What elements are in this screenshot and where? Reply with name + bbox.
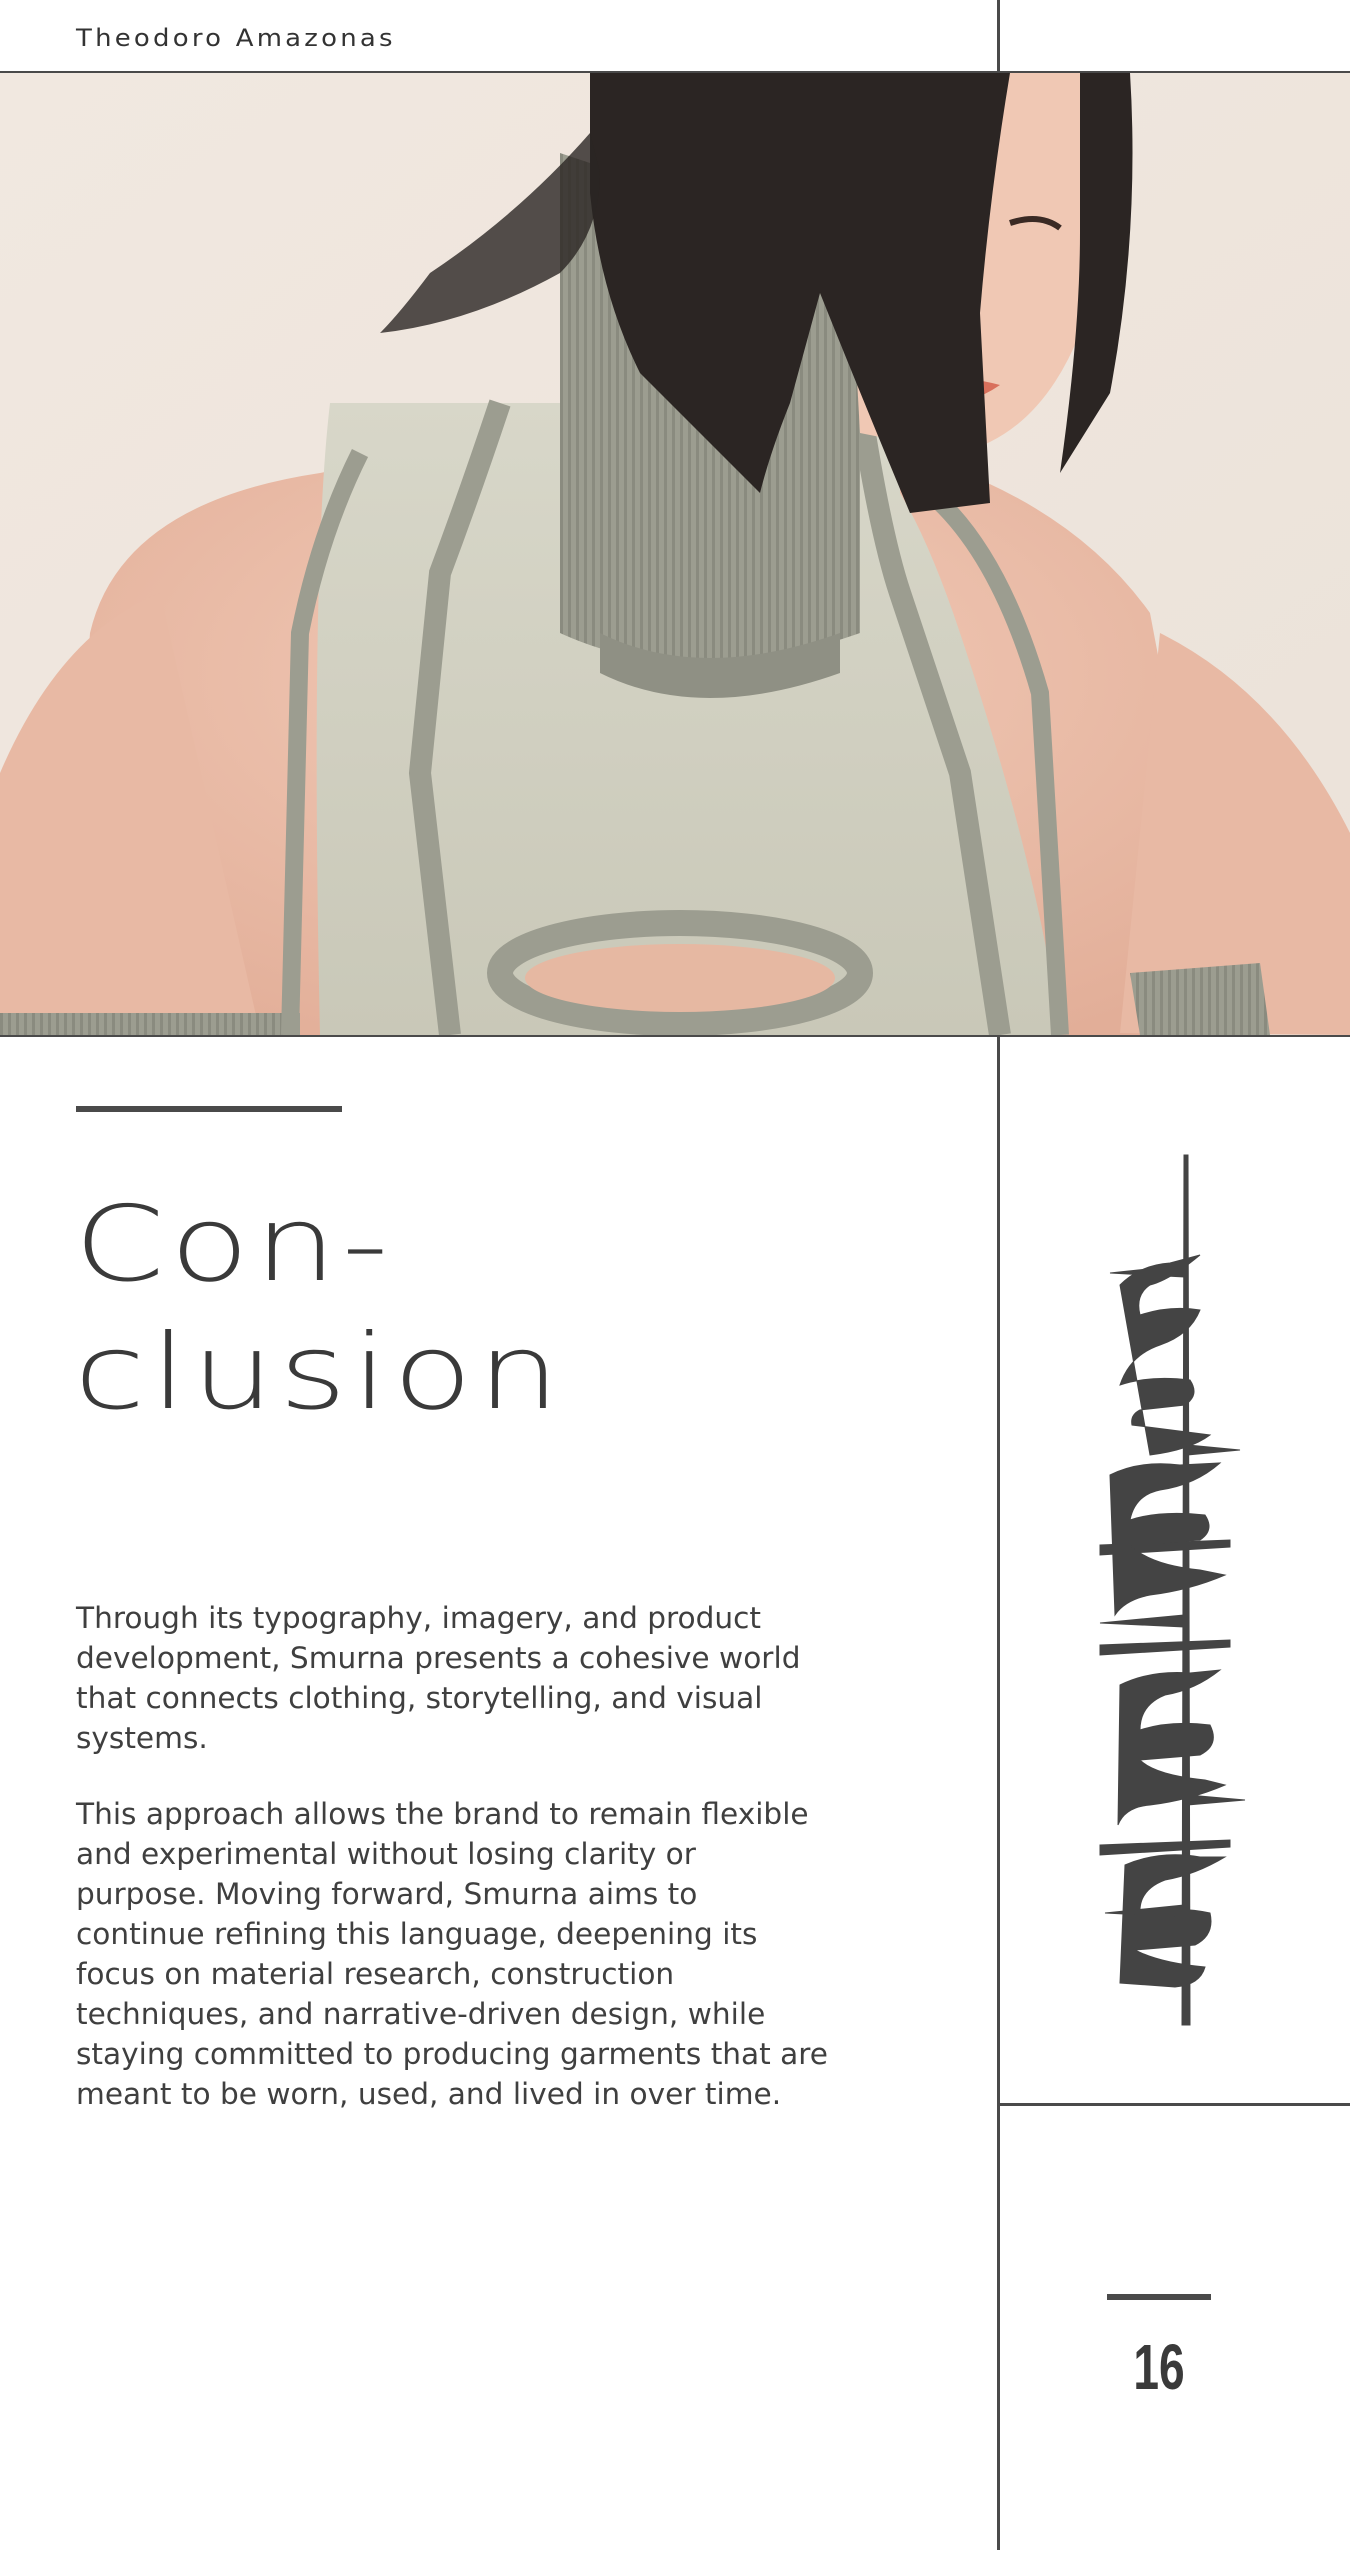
hero-photo bbox=[0, 73, 1350, 1035]
section-title-line1: Con- bbox=[74, 1183, 394, 1305]
title-accent-rule bbox=[76, 1106, 342, 1112]
brand-logo bbox=[1080, 1145, 1250, 2035]
author-name: Theodoro Amazonas bbox=[76, 24, 396, 52]
portrait-photo bbox=[0, 73, 1350, 1035]
page-number-rule bbox=[1107, 2294, 1211, 2300]
section-title-line2: clusion bbox=[74, 1311, 565, 1433]
body-paragraph-1: Through its typography, imagery, and product development, Smurna presents a cohesive world that connects clothing, storytelling, and visual systems. bbox=[76, 1601, 801, 1755]
section-title bbox=[74, 1180, 1199, 1436]
body-text bbox=[76, 1598, 829, 2150]
page-number: 16 bbox=[1133, 2331, 1185, 2403]
sidebar-divider-rule bbox=[997, 2103, 1350, 2106]
body-paragraph-2: This approach allows the brand to remain flexible and experimental without losing clarity or purpose. Moving forward, Smurna aims to continue refining this language, deepening its focus on material research, construction techniques, and narrative-driven design, while staying committed to producing garments that are meant to be worn, used, and lived in over time. bbox=[76, 1797, 829, 2111]
top-column-rule bbox=[997, 0, 1000, 73]
brand-logo-icon bbox=[1080, 1145, 1250, 2035]
